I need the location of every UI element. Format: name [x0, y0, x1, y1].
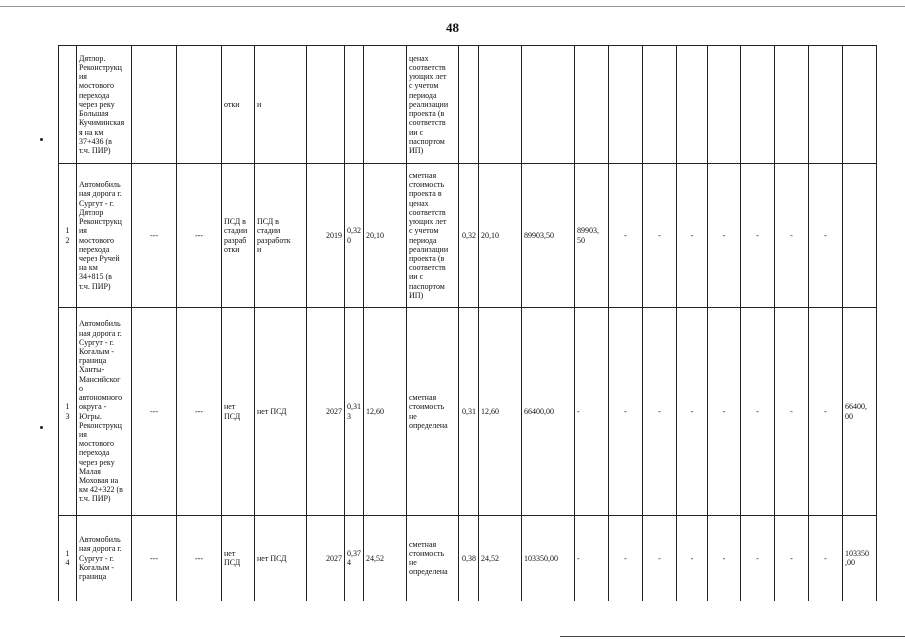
- cell-y9: [843, 46, 877, 164]
- cell-status2: и: [255, 46, 307, 164]
- cell-y7: -: [775, 308, 809, 516]
- cell-total: 89903,50: [522, 164, 575, 308]
- cell-cap1: [345, 46, 364, 164]
- cell-total: [522, 46, 575, 164]
- cell-status: отки: [222, 46, 255, 164]
- cell-num: [59, 46, 77, 164]
- cell-num: 1 3: [59, 308, 77, 516]
- table-row: [59, 164, 877, 308]
- cell-c3: [132, 46, 177, 164]
- cell-y2: -: [609, 516, 643, 601]
- cell-y5: [708, 46, 741, 164]
- cell-y3: -: [643, 308, 677, 516]
- cell-y9: 66400, 00: [843, 308, 877, 516]
- cell-len1: [364, 46, 407, 164]
- cell-len2: [479, 46, 522, 164]
- cell-cap1: 0,37 4: [345, 516, 364, 601]
- cell-y2: -: [609, 164, 643, 308]
- cell-y5: -: [708, 516, 741, 601]
- cell-year: 2027: [307, 308, 345, 516]
- cell-y3: [643, 46, 677, 164]
- scan-edge-bottom: [560, 636, 905, 637]
- cell-len1: 20,10: [364, 164, 407, 308]
- cell-y4: [677, 46, 708, 164]
- cell-y4: -: [677, 164, 708, 308]
- cell-y7: -: [775, 164, 809, 308]
- cell-name: Дятлор. Реконструкц ия мостового перехода через реку Большая Кучиминская я на км 37+436 (в т.ч. ПИР): [77, 46, 132, 164]
- cell-cap2: 0,32: [459, 164, 479, 308]
- page-number: 48: [446, 20, 459, 35]
- cell-y3: -: [643, 516, 677, 601]
- cell-c3: ---: [132, 164, 177, 308]
- cell-y9: 103350 ,00: [843, 516, 877, 601]
- cell-y4: -: [677, 516, 708, 601]
- cell-len2: 24,52: [479, 516, 522, 601]
- cell-cost-basis: сметная стоимость проекта в ценах соответств ующих лет с учетом периода реализации проекта (в соответств ии с паспортом ИП): [407, 164, 459, 308]
- cell-cost-basis: сметная стоимость не определена: [407, 516, 459, 601]
- cell-y6: -: [741, 516, 775, 601]
- cell-cap1: 0,31 3: [345, 308, 364, 516]
- cell-status: ПСД в стадии разраб отки: [222, 164, 255, 308]
- cell-y9: [843, 164, 877, 308]
- cell-cap2: [459, 46, 479, 164]
- scan-edge-top: [0, 6, 905, 7]
- cell-status2: нет ПСД: [255, 516, 307, 601]
- cell-c3: ---: [132, 516, 177, 601]
- cell-y6: -: [741, 164, 775, 308]
- cell-y5: -: [708, 164, 741, 308]
- cell-name: Автомобиль ная дорога г. Сургут - г. Когалым - граница Ханты- Мансийског о автономного округа - Югры. Реконструкц ия мостового перехода через реку Малая Моховая на км 42+322 (в т.ч. ПИР): [77, 308, 132, 516]
- cell-cost-basis: сметная стоимость не определена: [407, 308, 459, 516]
- cell-y7: [775, 46, 809, 164]
- cell-len2: 12,60: [479, 308, 522, 516]
- cell-c4: ---: [177, 164, 222, 308]
- cell-y1: -: [575, 308, 609, 516]
- cell-c4: ---: [177, 308, 222, 516]
- margin-dot: [40, 138, 43, 141]
- cell-len2: 20,10: [479, 164, 522, 308]
- cell-num: 1 2: [59, 164, 77, 308]
- cell-c4: [177, 46, 222, 164]
- cell-name: Автомобиль ная дорога г. Сургут - г. Когалым - граница: [77, 516, 132, 601]
- cell-y1: [575, 46, 609, 164]
- table-row: [59, 46, 877, 164]
- cell-name: Автомобиль ная дорога г. Сургут - г. Дятлор Реконструкц ия мостового перехода через Ручей на км 34+815 (в т.ч. ПИР): [77, 164, 132, 308]
- cell-cap1: 0,32 0: [345, 164, 364, 308]
- cell-status: нет ПСД: [222, 308, 255, 516]
- cell-c3: ---: [132, 308, 177, 516]
- cell-y8: -: [809, 164, 843, 308]
- cell-status2: нет ПСД: [255, 308, 307, 516]
- cell-y1: -: [575, 516, 609, 601]
- cell-y2: [609, 46, 643, 164]
- cell-total: 103350,00: [522, 516, 575, 601]
- cell-y4: -: [677, 308, 708, 516]
- cell-total: 66400,00: [522, 308, 575, 516]
- cell-y6: -: [741, 308, 775, 516]
- cell-y5: -: [708, 308, 741, 516]
- cell-y3: -: [643, 164, 677, 308]
- table-row: [59, 308, 877, 516]
- cell-y8: -: [809, 308, 843, 516]
- cell-len1: 12,60: [364, 308, 407, 516]
- cell-cap2: 0,38: [459, 516, 479, 601]
- cell-status2: ПСД в стадии разработк и: [255, 164, 307, 308]
- cell-year: 2019: [307, 164, 345, 308]
- margin-dot: [40, 426, 43, 429]
- cell-cap2: 0,31: [459, 308, 479, 516]
- cell-y6: [741, 46, 775, 164]
- cell-c4: ---: [177, 516, 222, 601]
- cell-year: 2027: [307, 516, 345, 601]
- cell-y8: [809, 46, 843, 164]
- cell-y8: -: [809, 516, 843, 601]
- cell-y2: -: [609, 308, 643, 516]
- cell-y7: -: [775, 516, 809, 601]
- cell-status: нет ПСД: [222, 516, 255, 601]
- cell-year: [307, 46, 345, 164]
- table-row: [59, 516, 877, 601]
- cell-num: 1 4: [59, 516, 77, 601]
- cell-y1: 89903, 50: [575, 164, 609, 308]
- cell-cost-basis: ценах соответств ующих лет с учетом периода реализации проекта (в соответств ии с паспортом ИП): [407, 46, 459, 164]
- investment-table: [58, 45, 877, 601]
- cell-len1: 24,52: [364, 516, 407, 601]
